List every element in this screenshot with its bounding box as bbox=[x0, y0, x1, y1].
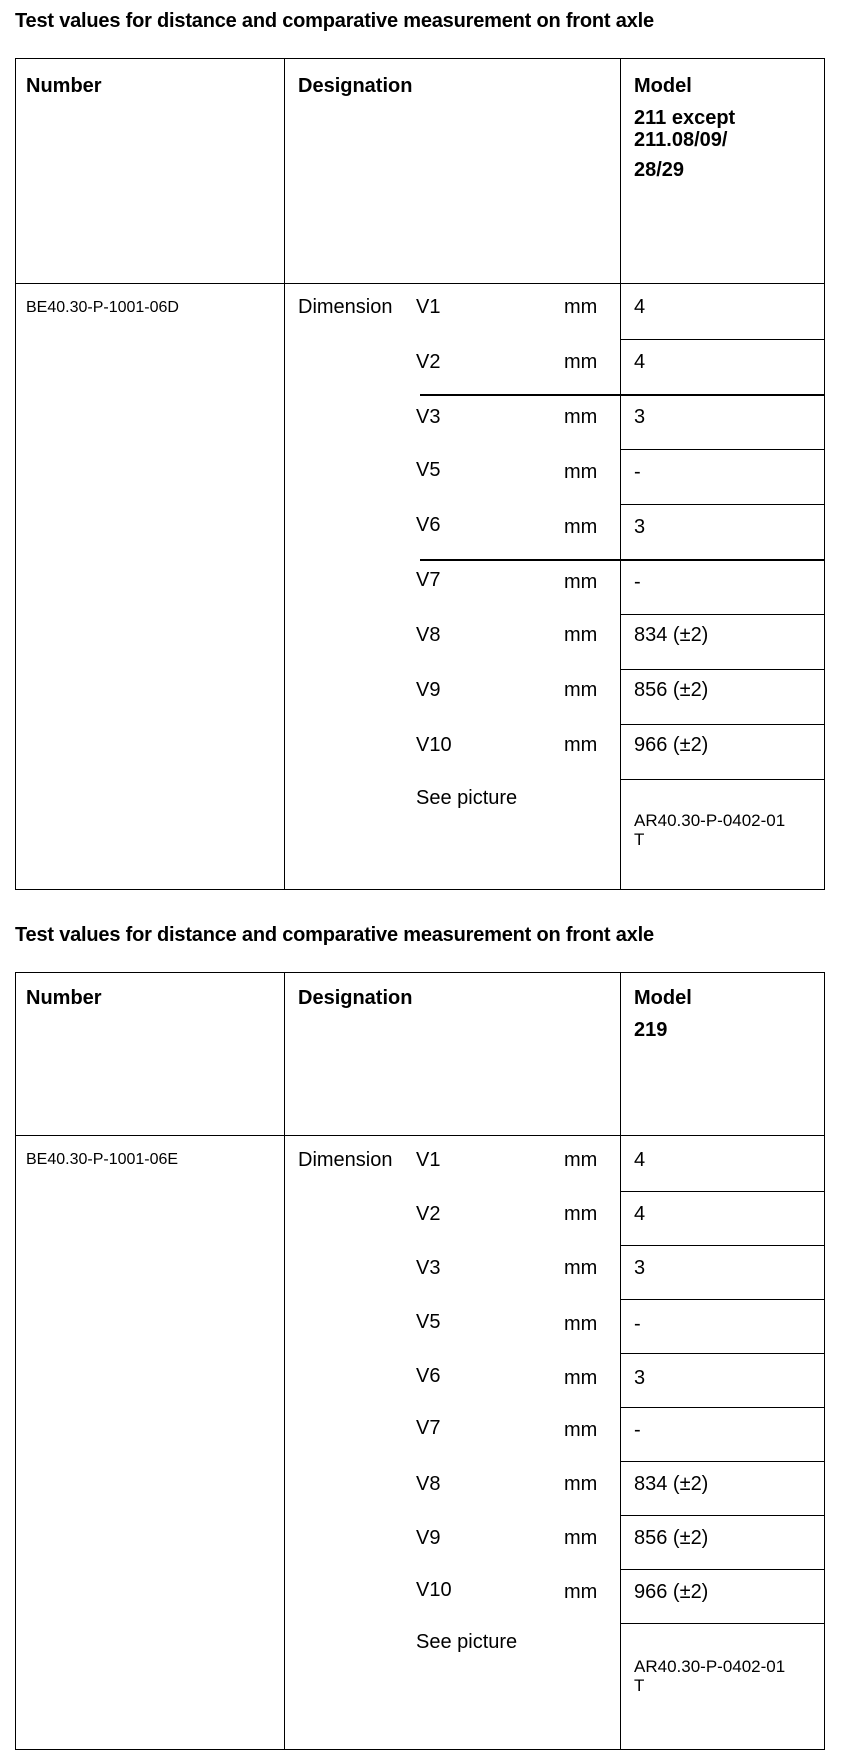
row-value: 3 bbox=[634, 1367, 646, 1389]
row-unit: mm bbox=[564, 1527, 598, 1549]
model-line: 28/29 bbox=[634, 159, 685, 181]
see-picture-value-line: T bbox=[634, 1676, 645, 1695]
designation-dimension: Dimension bbox=[298, 1149, 393, 1171]
row-unit: mm bbox=[564, 624, 598, 646]
row-value: 4 bbox=[634, 296, 646, 318]
header-designation: Designation bbox=[298, 75, 413, 97]
test-values-table bbox=[15, 58, 825, 890]
row-value: 966 (±2) bbox=[634, 734, 709, 756]
header-number: Number bbox=[26, 987, 102, 1009]
row-divider bbox=[620, 1353, 824, 1354]
row-value: 834 (±2) bbox=[634, 1473, 709, 1495]
section-title: Test values for distance and comparative measurement on front axle bbox=[15, 924, 654, 946]
row-unit: mm bbox=[564, 1149, 598, 1171]
row-unit: mm bbox=[564, 1473, 598, 1495]
row-divider bbox=[620, 1191, 824, 1192]
row-value: 3 bbox=[634, 1257, 646, 1279]
row-label: V3 bbox=[416, 1257, 441, 1279]
row-unit: mm bbox=[564, 734, 598, 756]
see-picture-value-line: AR40.30-P-0402-01 bbox=[634, 811, 786, 830]
row-label: V1 bbox=[416, 1149, 441, 1171]
row-label: V2 bbox=[416, 351, 441, 373]
row-value: - bbox=[634, 1419, 641, 1441]
row-value: 856 (±2) bbox=[634, 679, 709, 701]
designation-dimension: Dimension bbox=[298, 296, 393, 318]
header-model: Model bbox=[634, 75, 692, 97]
test-number: BE40.30-P-1001-06E bbox=[26, 1151, 179, 1168]
row-value: - bbox=[634, 461, 641, 483]
row-divider bbox=[620, 724, 824, 725]
model-line: 219 bbox=[634, 1019, 668, 1041]
row-divider bbox=[620, 1407, 824, 1408]
model-line: 211 except bbox=[634, 107, 736, 129]
header-model: Model bbox=[634, 987, 692, 1009]
row-label: V2 bbox=[416, 1203, 441, 1225]
row-label: V3 bbox=[416, 406, 441, 428]
row-unit: mm bbox=[564, 1203, 598, 1225]
row-label: V1 bbox=[416, 296, 441, 318]
row-unit: mm bbox=[564, 1581, 598, 1603]
row-unit: mm bbox=[564, 571, 598, 593]
see-picture-label: See picture bbox=[416, 1631, 518, 1653]
see-picture-value-line: T bbox=[634, 830, 645, 849]
model-designation bbox=[634, 1019, 667, 1041]
row-unit: mm bbox=[564, 406, 598, 428]
row-divider bbox=[620, 1569, 824, 1570]
row-label: V6 bbox=[416, 1365, 441, 1387]
row-divider bbox=[620, 449, 824, 450]
row-unit: mm bbox=[564, 679, 598, 701]
column-divider bbox=[620, 973, 621, 1749]
test-values-table bbox=[15, 972, 825, 1750]
column-divider bbox=[284, 973, 285, 1749]
row-label: V6 bbox=[416, 514, 441, 536]
row-label: V7 bbox=[416, 1417, 441, 1439]
row-label: V9 bbox=[416, 679, 441, 701]
test-number: BE40.30-P-1001-06D bbox=[26, 299, 179, 316]
column-divider bbox=[620, 59, 621, 889]
section-title: Test values for distance and comparative measurement on front axle bbox=[15, 10, 654, 32]
row-value: 3 bbox=[634, 516, 646, 538]
see-picture-label: See picture bbox=[416, 787, 518, 809]
row-unit: mm bbox=[564, 1313, 598, 1335]
row-divider bbox=[620, 1623, 824, 1624]
row-label: V10 bbox=[416, 734, 452, 756]
row-divider bbox=[620, 1299, 824, 1300]
row-divider bbox=[620, 1245, 824, 1246]
header-divider bbox=[16, 283, 824, 284]
row-value: 4 bbox=[634, 351, 646, 373]
row-value: 3 bbox=[634, 406, 646, 428]
row-label: V10 bbox=[416, 1579, 452, 1601]
row-value: 4 bbox=[634, 1149, 646, 1171]
row-unit: mm bbox=[564, 461, 598, 483]
model-designation bbox=[634, 107, 735, 181]
see-picture-value bbox=[634, 1657, 785, 1695]
row-divider bbox=[620, 1461, 824, 1462]
row-unit: mm bbox=[564, 516, 598, 538]
row-unit: mm bbox=[564, 1257, 598, 1279]
row-divider bbox=[620, 669, 824, 670]
row-label: V5 bbox=[416, 1311, 441, 1333]
row-label: V8 bbox=[416, 1473, 441, 1495]
row-divider bbox=[620, 1515, 824, 1516]
row-value: 966 (±2) bbox=[634, 1581, 709, 1603]
column-divider bbox=[284, 59, 285, 889]
row-divider bbox=[420, 394, 824, 396]
row-label: V7 bbox=[416, 569, 441, 591]
row-divider bbox=[620, 614, 824, 615]
row-unit: mm bbox=[564, 351, 598, 373]
model-line: 211.08/09/ bbox=[634, 129, 728, 151]
row-divider bbox=[420, 559, 824, 561]
row-value: 834 (±2) bbox=[634, 624, 709, 646]
row-value: 856 (±2) bbox=[634, 1527, 709, 1549]
row-value: 4 bbox=[634, 1203, 646, 1225]
row-label: V9 bbox=[416, 1527, 441, 1549]
row-value: - bbox=[634, 571, 641, 593]
row-divider bbox=[620, 779, 824, 780]
see-picture-value-line: AR40.30-P-0402-01 bbox=[634, 1657, 786, 1676]
see-picture-value bbox=[634, 811, 785, 849]
header-number: Number bbox=[26, 75, 102, 97]
row-unit: mm bbox=[564, 1419, 598, 1441]
row-label: V8 bbox=[416, 624, 441, 646]
row-value: - bbox=[634, 1313, 641, 1335]
row-divider bbox=[620, 339, 824, 340]
row-unit: mm bbox=[564, 296, 598, 318]
header-designation: Designation bbox=[298, 987, 413, 1009]
header-divider bbox=[16, 1135, 824, 1136]
row-label: V5 bbox=[416, 459, 441, 481]
row-divider bbox=[620, 504, 824, 505]
row-unit: mm bbox=[564, 1367, 598, 1389]
